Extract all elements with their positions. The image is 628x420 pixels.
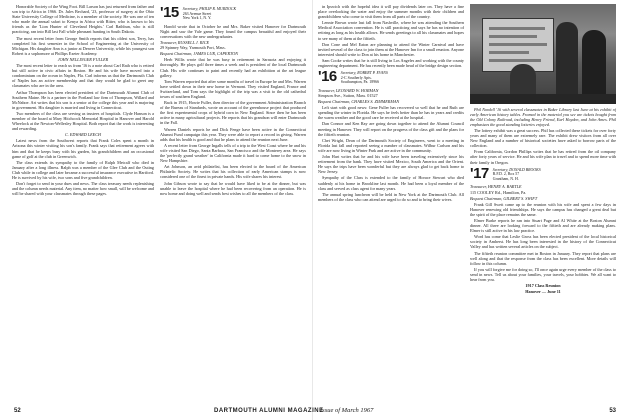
paragraph: Back in 1915, Howie Fuller, then director of the government Administration Branch of the Bureau of Standards, wrote an account of the greenhouse project that produced the first experimental crops of hybrid corn in New England. Since then he has been active in many agricultural projects. He reports that his grandson will enter Dartmouth in the Fall. (160, 100, 306, 126)
treasurer-line (318, 88, 464, 98)
paragraph: John Hart writes that he and his wife have been traveling extensively since his retirement from the bank. They have visited Mexico, South America and the Orient. He says the trips have been wonderful but they are always glad to get back home to New Jersey. (318, 154, 464, 175)
paragraph: Sam Cooke writes that he is still living in Los Angeles and working with the county engineering department. He has recently been made head of the bridge design section. (318, 57, 464, 69)
address-line: 29 Spinney Way, Yarmouth Port, Mass. (160, 45, 226, 51)
paragraph: Harold wrote that in October he and Mrs. Baker visited Hanover for Dartmouth Night and saw the Yale game. They found the campus beautiful and enjoyed their conversations with the new undergraduates. (160, 23, 306, 39)
paragraph: The lottery exhibit was a great success. Phil has collected these tickets for over forty years and many of them are extremely rare. The exhibit drew visitors from all over New England and a number of historical societies have asked to borrow parts of the collection. (470, 128, 616, 149)
paragraph: Two members of the class are serving as trustees of hospitals. Clyde Hanson is a member of the board at Mary Hitchcock Memorial Hospital in Hanover and Harold Wheelock at the Newton-Wellesley Hospital. Both report that the work is interesting and rewarding. (12, 110, 154, 132)
paragraph: The fiftieth reunion committee met in Boston in January. They report that plans are well along and that the response from the class has been excellent. More details will follow in this column. (470, 250, 616, 266)
column-2 (160, 4, 306, 399)
class-year-number: '15 (160, 4, 179, 21)
paragraph: Tom Warren reported that after some months of travel in Europe he and Mrs. Warren have settled down in their new home in Vermont. They visited England, France and Switzerland, and Tom says the highlight of the trip was a visit to the old cathedral towns of southern England. (160, 78, 306, 99)
paragraph: Don't forget to send in your dues and news. The class treasury needs replenishing and the column needs material. Any item, no matter how small, will be welcome and will be shared with your classmates through these pages. (12, 181, 154, 197)
paragraph: Lennie Brown wrote last fall from Nashville, where he was attending the Southern Medical Association convention. He is still practicing and says he has no intention of retiring as long as his health allows. He sends greetings to all his classmates and hopes to see many of them at the fiftieth. (318, 20, 464, 41)
paragraph: Sympathy of the Class is extended to the family of Horace Stewart who died suddenly at his home in Brookline last month. He had been a loyal member of the class and served as class agent for many years. (318, 175, 464, 191)
paragraph: in Ipswich with the hopeful idea it will pay dividends later on. They have a fine place overlooking the water and enjoy the summer months with their children and grandchildren who come to visit them from all parts of the country. (318, 4, 464, 20)
paragraph: If you will forgive me for doing so, I'll once again urge every member of the class to send in news. Tell us about your families, your travels, your hobbies. We all want to hear from you. (470, 266, 616, 283)
address-line: New York 1, N. Y. (182, 16, 212, 21)
left-page-number: 52 (14, 408, 21, 414)
paragraph: Word has come that Leslie Gross has been elected president of the local historical society in Amherst. He has long been interested in the history of the Connecticut Valley and has written several articles on the subject. (470, 234, 616, 250)
class-heading (318, 70, 464, 85)
photo-caption: Phil Nordell '16 with several classmates in Baker Library last June at his exhibit of early American history tables. Framed in the material you see are tickets bought from the Old Colony Railroad, including Henry Friend, Earl Hayden, and John Ames. Phil emphasizes the good standing lotteries enjoyed. (470, 107, 616, 127)
class-officers (183, 6, 236, 21)
paragraph: A recent letter from George Ingalls tells of a trip to the West Coast where he and his wife visited San Diego, Santa Barbara, San Francisco and the Monterey area. He says the 'perfectly grand weather' in California made it hard to come home to the snow in New Hampshire. (160, 142, 306, 164)
paragraph: Arthur Thompson has been elected president of the Dartmouth Alumni Club of Southern Maine. He is a partner in the Portland law firm of Thompson, Willard and McNaboe. Art writes that his son is a senior at the college this year and is majoring in government. His daughter is married and living in Connecticut. (12, 89, 154, 110)
paragraph: Chet Wright, Dean of the Dartmouth Society of Engineers, went to a meeting in Florida last fall and reported seeing a number of classmates. Wilbur Carlson and his wife are now living in Winter Park and are active in the community. (318, 137, 464, 153)
bequest-line (160, 51, 306, 56)
paragraph: The most recent letter from George Smith reports that his oldest son, Terry, has completed his first semester in the School of Engineering at the University of Michigan. His daughter Ann is a junior at Denver University, while his youngest son Robert is a sophomore at Phillips Exeter Academy. (12, 35, 154, 56)
bequest-line (470, 196, 616, 201)
paragraph: From California, Gordon Phillips writes that he has retired from the oil company after forty years of service. He and his wife plan to travel and to spend more time with their family in Oregon. (470, 149, 616, 165)
paragraph: Elmer Burke reports he ran into Stuart Page and Al White at the Boston Alumni dinner. All three are looking forward to the fiftieth and are already making plans. Elmer is still active in his law practice. (470, 218, 616, 234)
paragraph: Don Cone and Mel Eaton are planning to attend the Winter Carnival and have invited several of the class to join them at the Hanover Inn for a small reunion. Anyone interested should write to Don at his home in Manchester. (318, 41, 464, 57)
class-year-number: '17 (470, 164, 489, 182)
paragraph: John Gibson wrote to say that he would have liked to be at the dinner, but was unable to leave the hospital where he had been recovering from an operation. He is now home and doing well and sends best wishes to all the members of the class. (160, 180, 306, 196)
person-silhouette (582, 30, 606, 104)
magazine-title: DARTMOUTH ALUMNI MAGAZINE (214, 408, 324, 414)
byline: C. EDWARD LEECH (64, 132, 102, 138)
byline: JOHN NELLINGER FULLER (57, 56, 109, 62)
address-line: Grantham, N. H. (492, 176, 519, 181)
address-line: 115 COOLEY Rd., Hamilton, Pa. (470, 189, 527, 195)
bequest-line (318, 99, 464, 104)
treasurer-name: Treasurer, LEONARD W. HORMAN (318, 87, 379, 93)
issue-date: Issue of March 1967 (320, 407, 374, 414)
paragraph: Dan Connor and Ken Ray are going down together to attend the Alumni Council meeting in Hanover. They will report on the progress of the class gift and the plans for the fiftieth reunion. (318, 121, 464, 137)
paragraph: Honorable Society of the Wing Foot. Bill Larson has just returned from father and son trip to Africa in 1966. Dr. Jules Bechard, '23, professor of surgery at the Ohio State University College of Medicine, is a member of the society. He was one of ten who made the annual safari to Kenya in Africa with Ritter, who is known to his friends as the 'Lion Hunter of Cleveland Heights.' Carl Rathbun, who is still practicing, ran into Bill last Fall while pheasant hunting in South Dakota. (12, 4, 154, 35)
reunion-note: 1917 Class Reunion (525, 283, 561, 289)
bequest-name: Bequest Chairman, CHARLES S. ZIMMERMAN (318, 99, 400, 105)
paragraph: Herb Willis wrote that he was busy in retirement in Sarasota and enjoying it thoroughly. He plays golf three times a week and is president of the local Dartmouth Club. His wife continues to paint and recently had an exhibition at the art league gallery. (160, 57, 306, 78)
class-officers (493, 167, 541, 182)
secretary-line: Secretary, ROBERT P. EVANS (340, 71, 388, 76)
class-heading (470, 164, 616, 182)
paragraph: Left start with good news: Gene Fuller has recovered so well that he and Ruth are spending the winter in Florida. He says he feels better than he has in years and credits the warm weather and the good care he received at the hospital. (318, 105, 464, 121)
secretary-line: Secretary, PHILIP R. MURDOCK (182, 7, 237, 11)
display-case (470, 94, 616, 104)
paragraph: Frank Gill Swett came up to the reunion with his wife and spent a few days in Hanover renewing old friendships. He says the campus has changed a great deal but the spirit of the place remains the same. (470, 201, 616, 217)
treasurer-name: Treasurer, HENRY A. BARTLE (470, 184, 522, 190)
page-gutter (312, 0, 313, 420)
treasurer-name: Treasurer, RUSSELL J. RICE (160, 40, 210, 46)
reunion-note: Hanover — June 11 (525, 289, 561, 295)
column-4 (470, 4, 616, 399)
paragraph: The most recent letter to reach us from '16 is a note about Carl Rath who is retired but still active in civic affairs in Boston. He and his wife have moved into a condominium on the ocean in Naples, Fla. Carl informs us that the Dartmouth Club of Naples has an active membership and that they would be glad to greet any classmates who are in the area. (12, 63, 154, 89)
paragraph: The class extends its sympathy to the family of Ralph Metcalf who died in January after a long illness. Ralph was a member of the Glee Club and the Outing Club while in college and later became a successful insurance executive in Hartford. He is survived by his wife, two sons and five grandchildren. (12, 159, 154, 180)
paragraph: Warren Daniels reports he and Dick Fenge have been active in the Connecticut Alumni Fund campaign this year. They were able to report a record in giving. Warren adds that his health is good and that he plans to attend the reunion next June. (160, 126, 306, 142)
address-line: 2-C Southerly Apts. (340, 75, 372, 80)
paragraph: The annual spring luncheon will be held in New York at the Dartmouth Club. All members of the class who can attend are urged to do so and to bring their wives. (318, 191, 464, 202)
secretary-line: Secretary, DONALD BROOKS (492, 167, 541, 172)
class-heading (160, 6, 306, 21)
person-silhouette (556, 22, 578, 102)
page-footer (0, 404, 628, 416)
address-line: Southampton, Pa. 18966 (340, 80, 380, 85)
address-line: R.F.D. 2, Box 57 (492, 172, 520, 177)
treasurer-line (160, 40, 306, 50)
class-year-number: '16 (318, 68, 337, 86)
bequest-name: Bequest Chairman, JAMES LUR, CAPERTON (160, 51, 239, 57)
treasurer-line (470, 184, 616, 194)
column-1 (12, 4, 154, 399)
paragraph: Latest news from the Southwest reports that Frank Coles spent a month in Arizona this winter visiting his son's family. Frank says that retirement agrees with him and that he keeps busy with his garden, his grandchildren and an occasional game of golf at the club in Greenwich. (12, 138, 154, 159)
address-line: Simpson Ave., Sutton, Mass. 01527 (318, 93, 378, 98)
exhibit-photo (470, 4, 616, 104)
address-line: 263 Avenue Street (182, 11, 212, 16)
paragraph: Art Johnson, an avid philatelist, has been elected to the board of the American Philatelic Society. He writes that his collection of early American stamps is now considered one of the finest in private hands. His wife shares his interest. (160, 164, 306, 180)
class-officers (341, 70, 388, 85)
right-page-number: 53 (609, 408, 616, 414)
bequest-name: Bequest Chairman, GILBERT S. SWIFT (470, 195, 538, 201)
column-3 (318, 4, 464, 399)
